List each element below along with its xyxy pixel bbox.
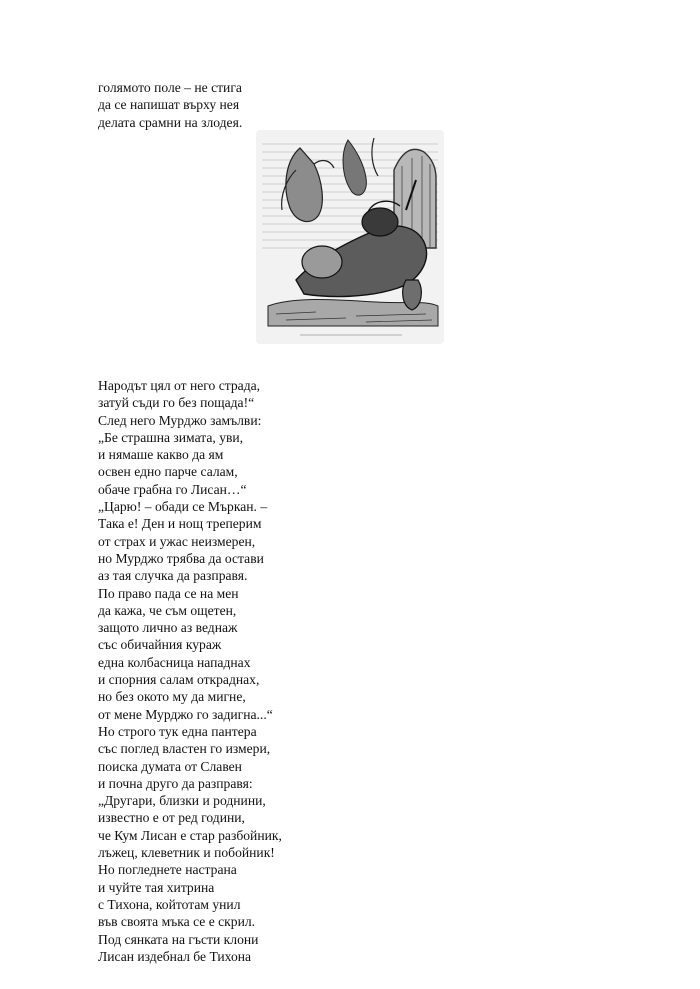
verse-line: със поглед властен го измери,	[98, 741, 271, 757]
verse-line: обаче грабна го Лисан…“	[98, 481, 247, 497]
verse-line: и спорния салам откраднах,	[98, 672, 260, 688]
verse-line: да кажа, че съм ощетен,	[98, 602, 237, 618]
engraving-illustration	[256, 130, 444, 344]
verse-line: Лисан издебнал бе Тихона	[98, 948, 252, 964]
verse-line: „Другари, близки и роднини,	[98, 793, 266, 809]
verse-stanza-main	[98, 377, 282, 965]
verse-line: с Тихона, койтотам унил	[98, 896, 241, 912]
verse-stanza-top	[98, 79, 242, 131]
verse-line: затуй съди го без пощада!“	[98, 395, 255, 411]
verse-line: аз тая случка да разправя.	[98, 568, 248, 584]
verse-line: но Мурджо трябва да остави	[98, 550, 264, 566]
verse-line: поиска думата от Славен	[98, 758, 242, 774]
verse-line: „Бе страшна зимата, уви,	[98, 429, 244, 445]
verse-line: лъжец, клеветник и побойник!	[98, 845, 275, 861]
verse-line: защото лично аз веднаж	[98, 620, 238, 636]
verse-line: делата срамни на злодея.	[98, 114, 243, 130]
verse-line: Но погледнете настрана	[98, 862, 237, 878]
verse-line: известно е от ред години,	[98, 810, 245, 826]
verse-line: една колбасница нападнах	[98, 654, 251, 670]
verse-line: Така е! Ден и нощ треперим	[98, 516, 262, 532]
verse-line: със обичайния кураж	[98, 637, 222, 653]
verse-line: че Кум Лисан е стар разбойник,	[98, 827, 282, 843]
verse-line: от мене Мурджо го задигна...“	[98, 706, 273, 722]
verse-line: освен едно парче салам,	[98, 464, 238, 480]
verse-line: Но строго тук една пантера	[98, 723, 257, 739]
verse-line: Под сянката на гъсти клони	[98, 931, 259, 947]
verse-line: от страх и ужас неизмерен,	[98, 533, 256, 549]
verse-line: но без окото му да мигне,	[98, 689, 246, 705]
verse-line: и почна друго да разправя:	[98, 775, 253, 791]
verse-line: да се напишат върху нея	[98, 97, 240, 113]
verse-line: във своята мъка се е скрил.	[98, 914, 256, 930]
verse-line: Народът цял от него страда,	[98, 378, 261, 393]
verse-line: голямото поле – не стига	[98, 80, 242, 95]
verse-line: и нямаше какво да ям	[98, 447, 224, 463]
verse-line: „Царю! – обади се Мъркан. –	[98, 499, 268, 515]
verse-line: и чуйте тая хитрина	[98, 879, 215, 895]
verse-line: По право пада се на мен	[98, 585, 239, 601]
verse-line: След него Мурджо замълви:	[98, 412, 262, 428]
